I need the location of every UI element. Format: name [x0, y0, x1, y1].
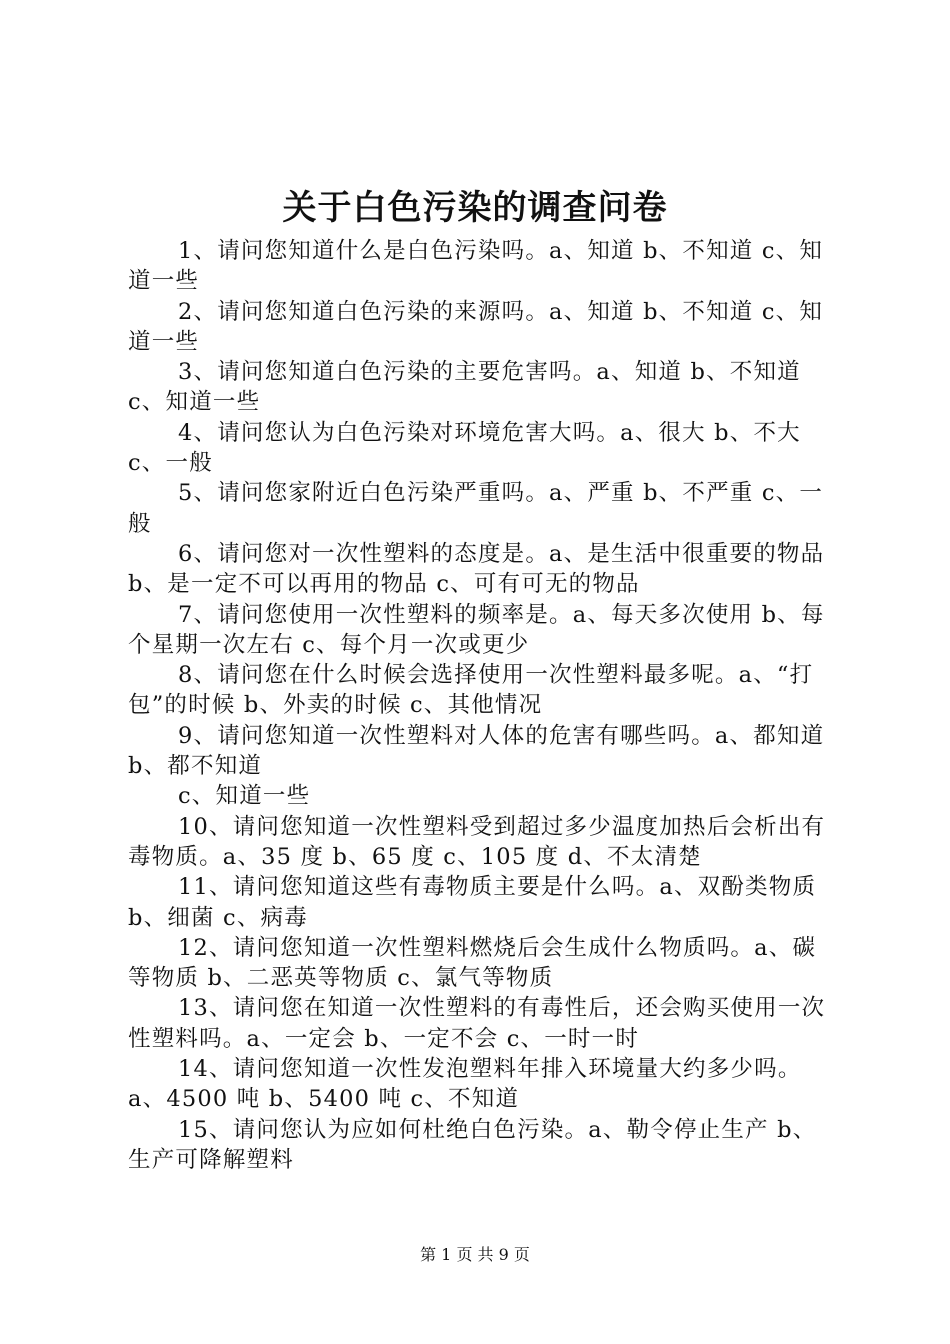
question-8: 8、请问您在什么时候会选择使用一次性塑料最多呢。a、“打包”的时候 b、外卖的时候 c、其他情况	[128, 662, 814, 719]
question-3: 3、请问您知道白色污染的主要危害吗。a、知道 b、不知道 c、知道一些	[128, 359, 801, 416]
question-10: 10、请问您知道一次性塑料受到超过多少温度加热后会析出有毒物质。a、35 度 b、65 度 c、105 度 d、不太清楚	[128, 813, 826, 870]
question-7: 7、请问您使用一次性塑料的频率是。a、每天多次使用 b、每个星期一次左右 c、每个月一次或更少	[128, 601, 825, 658]
question-14: 14、请问您知道一次性发泡塑料年排入环境量大约多少吗。a、4500 吨 b、5400 吨 c、不知道	[128, 1056, 802, 1113]
question-11: 11、请问您知道这些有毒物质主要是什么吗。a、双酚类物质 b、细菌 c、病毒	[128, 874, 817, 931]
question-12: 12、请问您知道一次性塑料燃烧后会生成什么物质吗。a、碳等物质 b、二恶英等物质 c、氯气等物质	[128, 934, 817, 992]
question-15: 15、请问您认为应如何杜绝白色污染。a、勒令停止生产 b、生产可降解塑料	[128, 1116, 817, 1173]
question-13: 13、请问您在知道一次性塑料的有毒性后，还会购买使用一次性塑料吗。a、一定会 b、一定不会 c、一时一时	[128, 995, 826, 1052]
question-6: 6、请问您对一次性塑料的态度是。a、是生活中很重要的物品 b、是一定不可以再用的物品 c、可有可无的物品	[128, 540, 825, 598]
page-footer: 第 1 页 共 9 页	[420, 1245, 530, 1264]
question-4: 4、请问您认为白色污染对环境危害大吗。a、很大 b、不大 c、一般	[128, 419, 801, 477]
question-9: 9、请问您知道一次性塑料对人体的危害有哪些吗。a、都知道 b、都不知道	[128, 722, 825, 780]
question-1: 1、请问您知道什么是白色污染吗。a、知道 b、不知道 c、知道一些	[128, 238, 824, 295]
document-title: 关于白色污染的调查问卷	[282, 188, 668, 228]
questionnaire-body	[128, 236, 834, 1175]
question-9-option-c: c、知道一些	[178, 783, 311, 810]
question-2: 2、请问您知道白色污染的来源吗。a、知道 b、不知道 c、知道一些	[128, 298, 824, 355]
question-5: 5、请问您家附近白色污染严重吗。a、严重 b、不严重 c、一般	[128, 480, 824, 537]
